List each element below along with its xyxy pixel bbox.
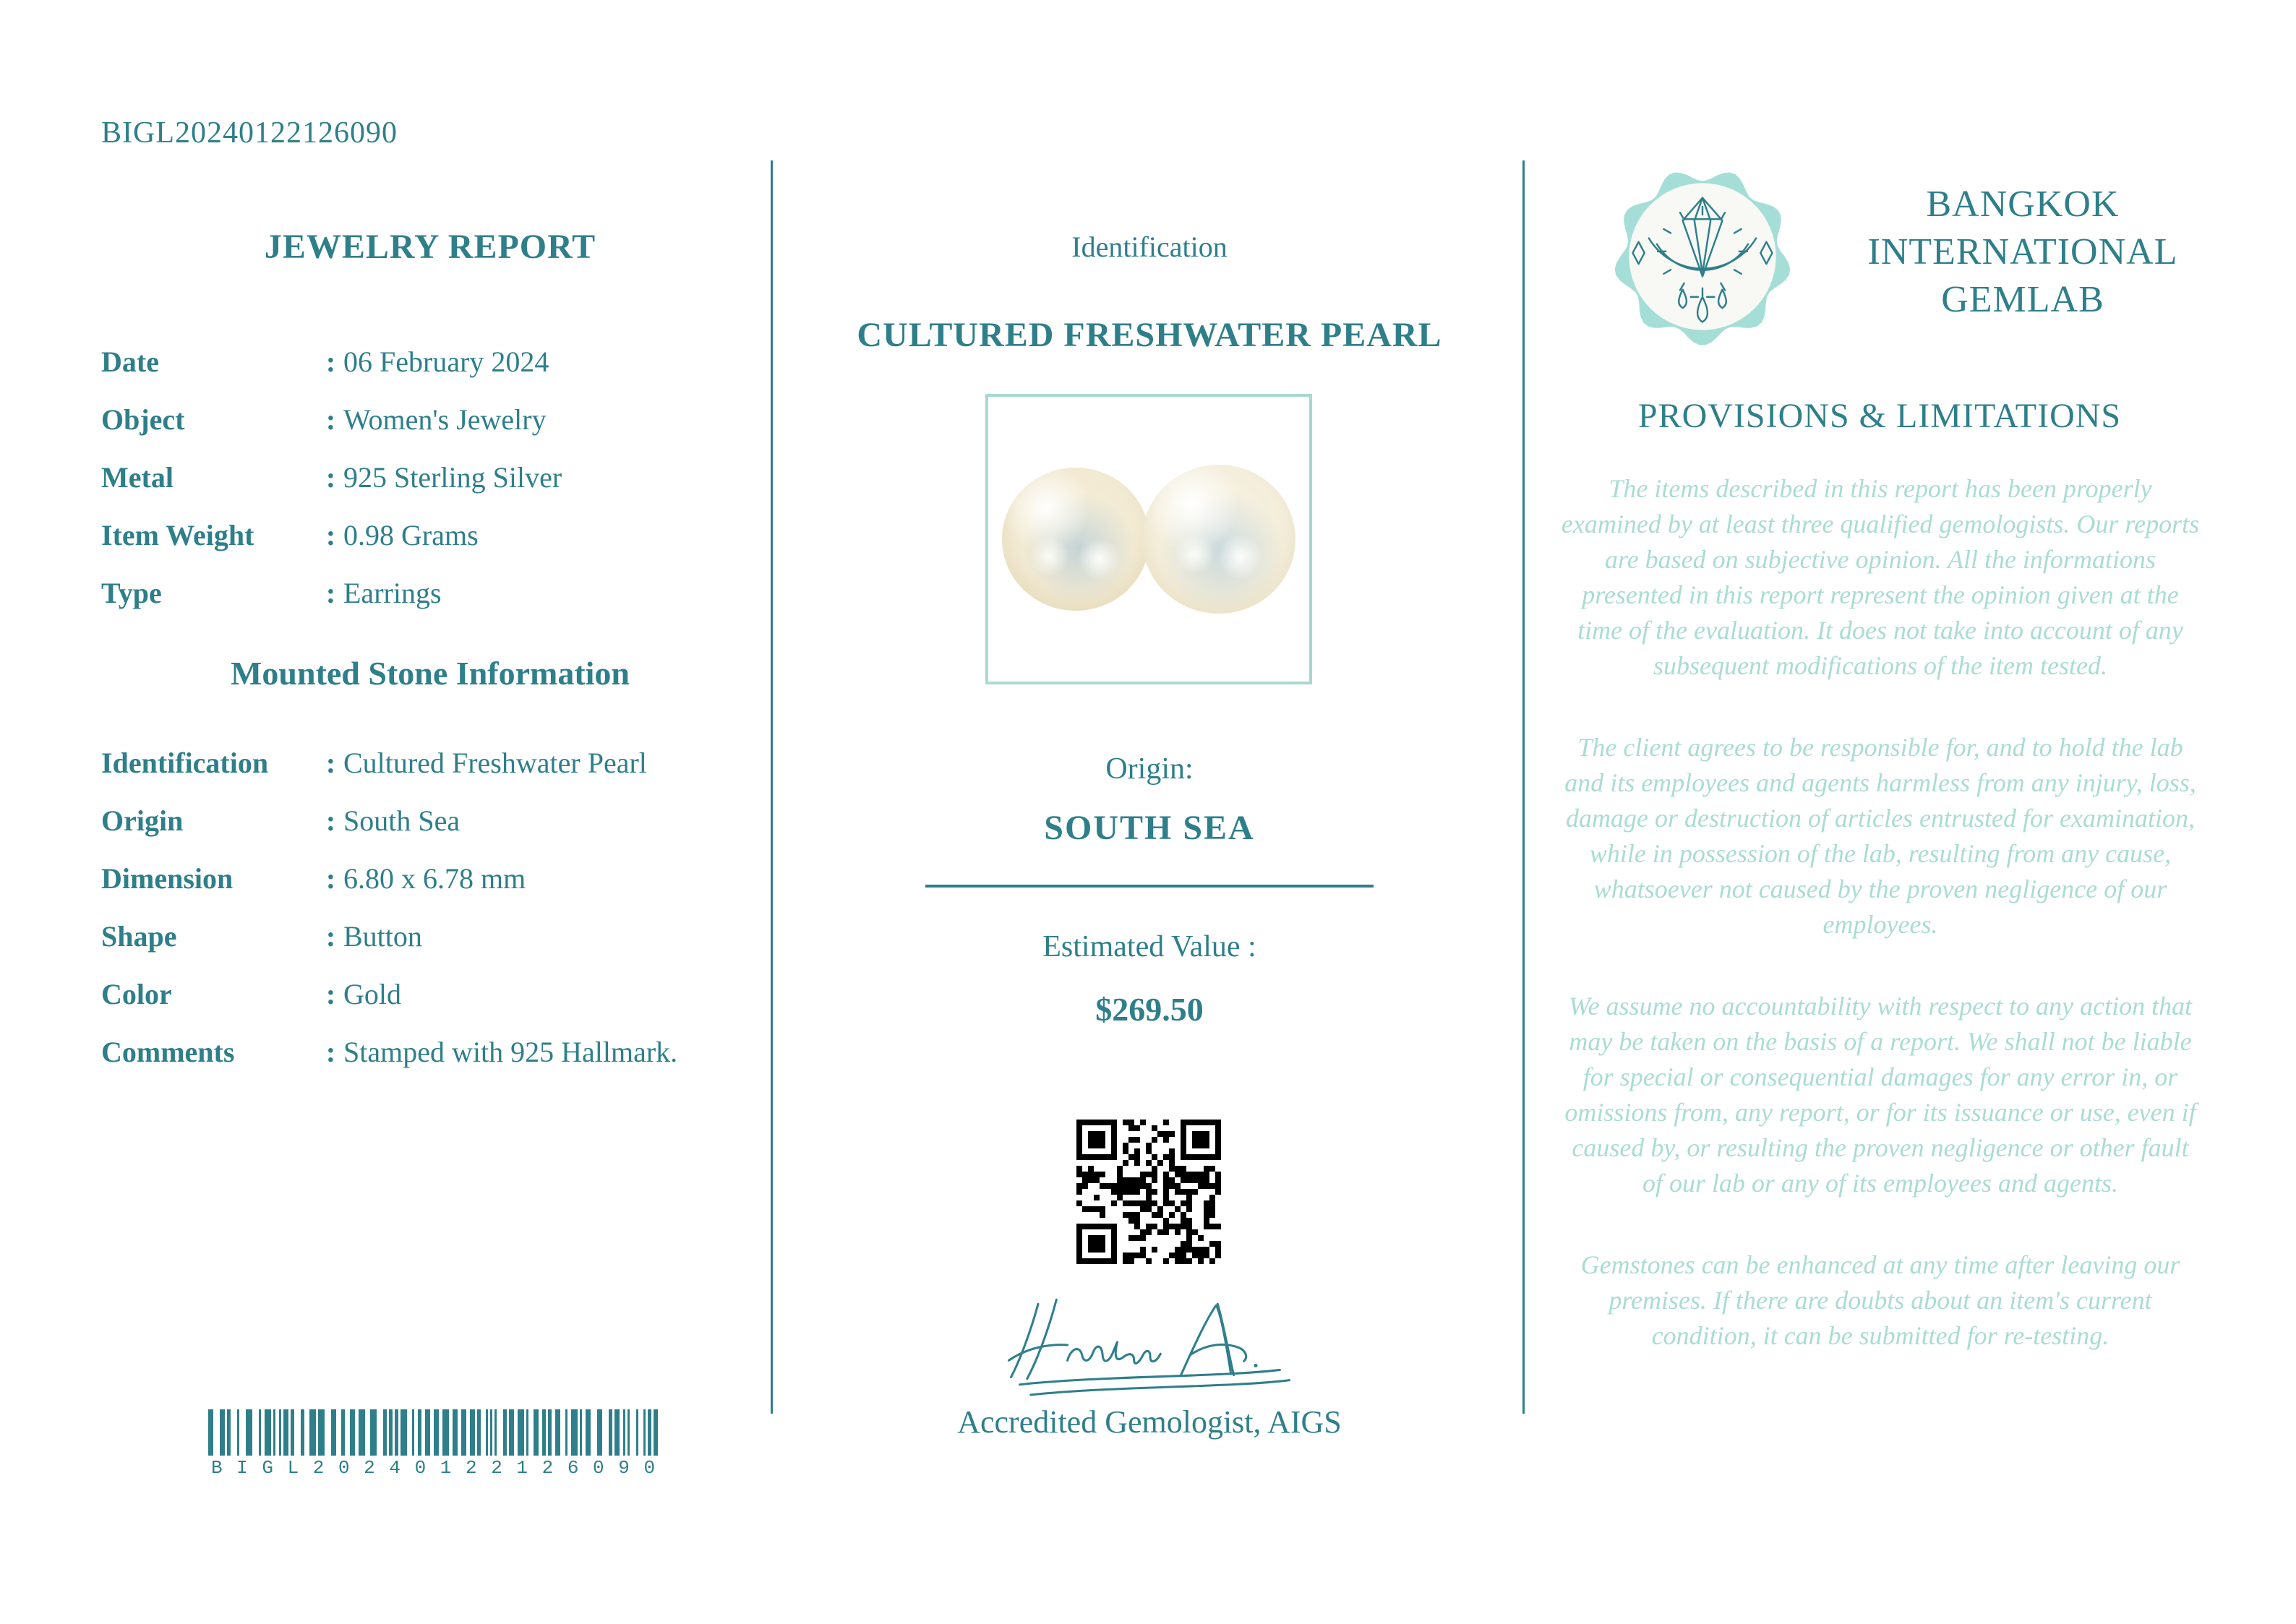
field-row-date — [101, 332, 752, 390]
field-row-shape — [101, 907, 752, 965]
field-value: Women's Jewelry — [343, 403, 547, 436]
origin-label: Origin: — [1105, 752, 1194, 786]
provisions-title: PROVISIONS & LIMITATIONS — [1637, 397, 2122, 435]
field-label: Date — [101, 345, 159, 378]
logo-inner-circle — [1629, 183, 1775, 330]
gemologist-credential: Accredited Gemologist, AIGS — [957, 1404, 1342, 1440]
estimated-value-label: Estimated Value : — [1042, 930, 1256, 963]
provisions-text — [1559, 471, 2202, 1400]
origin-value: SOUTH SEA — [1044, 809, 1255, 847]
estimated-value: $269.50 — [1095, 991, 1204, 1028]
field-colon: : — [325, 977, 336, 1010]
field-row-dimension — [101, 849, 752, 907]
gemlab-logo — [1611, 165, 1794, 348]
stone-section-title: Mounted Stone Information — [230, 655, 630, 692]
barcode-bars — [208, 1409, 659, 1456]
field-value: 0.98 Grams — [343, 518, 479, 551]
field-label: Metal — [101, 460, 174, 494]
field-label: Type — [101, 576, 162, 609]
signature-stroke — [1217, 1304, 1233, 1375]
item-details — [101, 332, 752, 622]
provisions-paragraph: The client agrees to be responsible for, and to hold the lab and its employees and agents harmless from any injury, loss, damage or destruction of articles entrusted for examination, while in possession of the lab, resulting from any cause, whatsoever not caused by the proven negligence of our employees. — [1564, 733, 2196, 939]
provisions-paragraph: We assume no accountability with respect to any action that may be taken on the basis of a report. We shall not be liable for special or consequential damages for any error in, or omissions from, any report, or for its issuance or use, even if caused by, or resulting the proven negligence or other fault of our lab or any of its employees and agents. — [1564, 992, 2196, 1198]
lab-name: BANGKOK INTERNATIONAL GEMLAB — [1867, 184, 2178, 320]
field-colon: : — [325, 576, 336, 609]
field-row-item-weight — [101, 506, 752, 564]
field-value: 06 February 2024 — [343, 345, 549, 378]
qr-code — [1076, 1120, 1221, 1264]
field-colon: : — [325, 804, 336, 837]
field-label: Identification — [101, 746, 269, 779]
field-row-metal — [101, 448, 752, 506]
qr-code-image — [1076, 1120, 1221, 1264]
signature-underline — [1020, 1370, 1280, 1384]
signature-dot — [1254, 1364, 1257, 1367]
field-colon: : — [325, 345, 336, 378]
field-label: Comments — [101, 1035, 235, 1068]
field-label: Object — [101, 403, 185, 436]
field-row-identification — [101, 734, 752, 791]
field-row-object — [101, 390, 752, 448]
column-divider-right — [1522, 160, 1525, 1414]
field-label: Dimension — [101, 862, 234, 895]
barcode — [208, 1409, 659, 1479]
field-value: Cultured Freshwater Pearl — [343, 746, 647, 779]
signature-stroke — [1181, 1305, 1231, 1375]
field-row-color — [101, 965, 752, 1023]
field-value: 925 Sterling Silver — [343, 460, 562, 494]
identification-heading: Identification — [1071, 231, 1228, 263]
provisions-paragraph: The items described in this report has been properly examined by at least three qualified gemologists. Our reports are based on subjective opinion. All the informations presented in this report represent the opinion given at the time of the evaluation. It does not take into account of any subsequent modifications of the item tested. — [1561, 474, 2200, 680]
field-value: Gold — [343, 977, 401, 1010]
field-value: Button — [343, 919, 422, 953]
signature-stroke — [1027, 1299, 1057, 1378]
signature-handwriting — [996, 1291, 1300, 1401]
provisions-paragraph: Gemstones can be enhanced at any time after leaving our premises. If there are doubts about an item's current condition, it can be submitted for re-testing. — [1580, 1250, 2180, 1350]
horizontal-divider — [925, 885, 1374, 888]
field-colon: : — [325, 1035, 336, 1068]
field-row-type — [101, 564, 752, 622]
jewelry-photo-frame — [985, 394, 1312, 684]
field-row-comments — [101, 1023, 752, 1080]
barcode-text: B I G L 2 0 2 4 0 1 2 2 1 2 6 0 9 0 — [210, 1457, 657, 1479]
field-label: Color — [101, 977, 172, 1010]
pearl-image-right — [1142, 465, 1295, 614]
field-value: Earrings — [343, 576, 442, 609]
field-colon: : — [325, 403, 336, 436]
stone-name: CULTURED FRESHWATER PEARL — [857, 316, 1442, 354]
field-row-origin — [101, 791, 752, 849]
field-colon: : — [325, 862, 336, 895]
field-value: South Sea — [343, 804, 461, 837]
field-colon: : — [325, 919, 336, 953]
field-value: 6.80 x 6.78 mm — [343, 862, 526, 895]
report-title: JEWELRY REPORT — [264, 228, 596, 266]
field-colon: : — [325, 518, 336, 551]
stone-details — [101, 734, 752, 1080]
signature-stroke — [1190, 1344, 1246, 1361]
column-divider-left — [771, 160, 773, 1414]
field-colon: : — [325, 460, 336, 494]
pearl-image-left — [1002, 468, 1149, 611]
field-colon: : — [325, 746, 336, 779]
signature-underline — [1031, 1380, 1290, 1395]
report-number: BIGL20240122126090 — [101, 116, 398, 150]
field-label: Origin — [101, 804, 184, 837]
field-value: Stamped with 925 Hallmark. — [343, 1035, 678, 1068]
field-label: Shape — [101, 919, 177, 953]
field-label: Item Weight — [101, 518, 254, 551]
signature-stroke — [1068, 1342, 1161, 1363]
